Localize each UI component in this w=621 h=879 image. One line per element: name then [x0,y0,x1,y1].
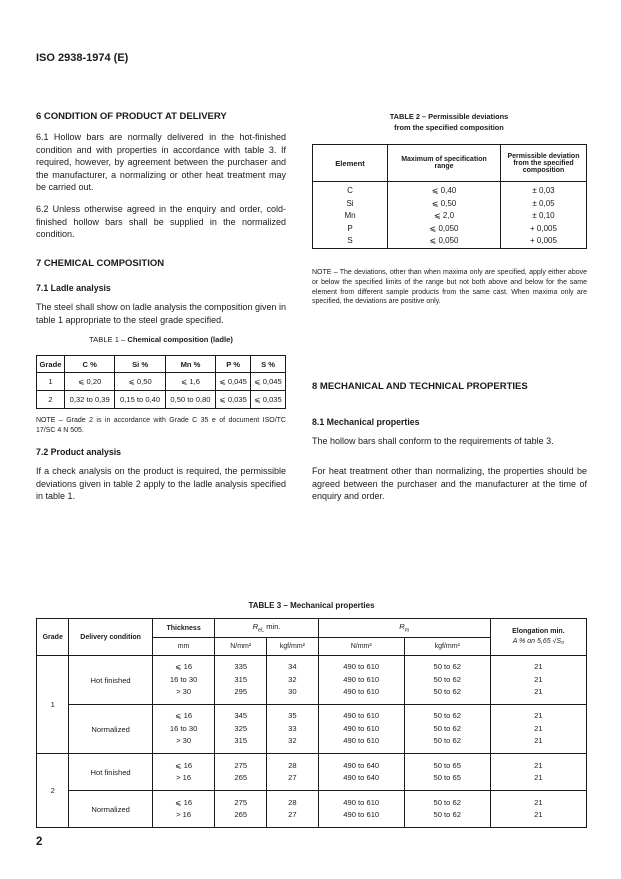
table3-header-rel [215,619,318,638]
table-cell: ⩽ 0,40 [431,186,457,195]
table-cell: 28 [288,797,297,807]
table-row [37,791,587,828]
rel-n-col [215,791,267,828]
table1-caption: TABLE 1 – Chemical composition (ladle) [89,335,233,344]
unit-nmm: N/mm² [318,638,404,656]
table-cell: 50 to 62 [433,674,461,684]
table-cell: ⩽ 16 [175,797,193,807]
table-cell: 21 [534,810,543,819]
table-cell: 490 to 610 [343,687,380,697]
thickness-col [152,656,215,705]
grade-cell: 1 [37,656,69,754]
table2-caption: TABLE 2 – Permissible deviations from the specified composition [389,112,509,132]
table-cell: ⩽ 1,6 [165,373,215,391]
rm-n-col [318,754,404,791]
section-7-title: 7 CHEMICAL COMPOSITION [36,258,165,269]
rel-k-col [267,791,319,828]
table1-header: Si % [115,356,165,373]
table-cell: 30 [288,687,297,697]
table-cell: 275 [234,797,248,807]
table-cell: 21 [534,797,543,807]
table2-note: NOTE – The deviations, other than when maxima only are specified, apply either above or below the specified limits of the range but not both above and below for the same element from different sample products from the same cast. When maxima only are specified, the deviations are positive only. [312,269,587,306]
table-cell: 21 [534,687,543,697]
section-7-1-title: 7.1 Ladle analysis [36,283,111,293]
table-cell: 490 to 610 [343,736,380,746]
table-cell: 21 [534,662,543,672]
table-cell: 21 [534,674,543,684]
table-cell: 490 to 610 [343,711,380,721]
table2-header: Permissible deviation from the specified composition [501,145,587,182]
table3-header-rm [318,619,490,638]
table-cell: 275 [234,760,248,770]
table1-header-row [37,356,286,373]
table2-element-col [313,182,388,249]
table-cell: + 0,005 [530,223,557,233]
table-cell: 50 to 62 [433,736,461,746]
table-cell: 0,15 to 0,40 [115,391,165,409]
table-cell: 0,50 to 0,80 [165,391,215,409]
table-row [37,656,587,705]
table-cell: 325 [234,723,248,733]
rel-n-col [215,754,267,791]
table-cell: > 16 [176,773,192,782]
table-cell: 32 [288,674,297,684]
rel-n-col [215,705,267,754]
table-cell: 295 [234,687,248,697]
unit-nmm: N/mm² [215,638,267,656]
table-cell: 490 to 640 [343,760,380,770]
condition-cell: Normalized [69,705,152,754]
elong-col [490,791,586,828]
table-cell: ⩽ 0,045 [216,373,251,391]
rel-k-col [267,754,319,791]
table-cell: 315 [234,736,248,746]
unit-mm: mm [152,638,215,656]
table-cell: 490 to 610 [343,723,380,733]
table-cell: ⩽ 0,035 [216,391,251,409]
table-cell: 21 [534,760,543,770]
thickness-col [152,791,215,828]
table-cell: S [347,236,353,245]
table-row [37,754,587,791]
table-cell: 0,32 to 0,39 [65,391,115,409]
table2-header: Maximum of specification range [388,145,501,182]
thickness-col [152,705,215,754]
rel-symbol: R [252,622,259,632]
rm-symbol: R [399,622,405,632]
section-8-2-text: For heat treatment other than normalizing, the properties should be agreed between the purchaser and the manufacturer at the time of enquiry and order. [312,466,587,502]
table-cell: C [347,186,353,195]
table-row [37,373,286,391]
table2-header-row [313,145,587,182]
section-6-1-text: 6.1 Hollow bars are normally delivered in the hot-finished condition and with properties in accordance with table 3. If required, however, by agreement between the purchaser and the manufacturer, a normalizing or other heat treatment may be carried out. [36,132,286,193]
table-cell: 50 to 62 [433,810,461,819]
table-cell: > 16 [176,810,192,819]
table-cell: 21 [534,773,543,782]
rm-subscript: m [404,627,410,634]
table-cell: 335 [234,662,248,672]
table-cell: 32 [288,736,297,746]
rel-k-col [267,656,319,705]
table-cell: 490 to 610 [343,797,380,807]
table3-header-row [37,619,587,638]
table3-header-delivery: Delivery condition [69,619,152,656]
table3-header-thickness: Thickness [152,619,215,638]
table-cell: 490 to 610 [343,674,380,684]
section-8-title: 8 MECHANICAL AND TECHNICAL PROPERTIES [312,381,528,392]
table-cell: ± 0,10 [532,211,555,220]
condition-cell: Hot finished [69,656,152,705]
table1-chemical-composition [36,355,286,409]
elong-col [490,705,586,754]
table1-header: C % [65,356,115,373]
table-cell: ± 0,03 [532,186,555,195]
table-cell: 50 to 62 [433,687,461,697]
rm-k-col [404,791,490,828]
table-cell: 50 to 65 [433,773,461,782]
table-cell: 490 to 640 [343,773,380,782]
table-cell: 2 [37,391,65,409]
table-cell: 21 [534,723,543,733]
table2-permissible-deviations [312,144,587,249]
table3-header-elongation: Elongation min. A % on 5,65 √S₀ [490,619,586,656]
table-cell: ⩽ 0,050 [429,236,459,245]
table2-header: Element [313,145,388,182]
rm-n-col [318,656,404,705]
rm-k-col [404,754,490,791]
rm-n-col [318,791,404,828]
table1-header: Grade [37,356,65,373]
table-cell: 28 [288,760,297,770]
table1-header: Mn % [165,356,215,373]
section-6-title: 6 CONDITION OF PRODUCT AT DELIVERY [36,111,227,122]
table2-deviation-col [501,182,587,249]
table-row [37,391,286,409]
table-cell: > 30 [176,736,192,746]
table-cell: 35 [288,711,297,721]
document-header: ISO 2938-1974 (E) [36,52,129,64]
table-cell: + 0,005 [530,236,557,245]
rel-k-col [267,705,319,754]
table-cell: 265 [234,810,248,819]
grade-cell: 2 [37,754,69,828]
page-number: 2 [36,836,43,848]
section-7-1-text: The steel shall show on ladle analysis the composition given in table 1 appropriate to the steel grade specified. [36,302,286,325]
table-cell: 50 to 62 [433,797,461,807]
condition-cell: Hot finished [69,754,152,791]
table-cell: ⩽ 0,50 [431,198,457,208]
section-6-2-text: 6.2 Unless otherwise agreed in the enquiry and order, cold-finished hollow bars shall be supplied in the normalized condition. [36,204,286,240]
table-cell: 490 to 610 [343,810,380,819]
table-cell: 34 [288,662,297,672]
table3-caption: TABLE 3 – Mechanical properties [248,601,375,610]
table-cell: 50 to 65 [433,760,461,770]
table3-header-grade: Grade [37,619,69,656]
section-7-2-text: If a check analysis on the product is required, the permissible deviations given in table 2 apply to the ladle analysis specified in table 1. [36,466,286,502]
table-cell: 490 to 610 [343,662,380,672]
table1-header: P % [216,356,251,373]
table-cell: ⩽ 0,045 [251,373,286,391]
table-cell: 16 to 30 [169,723,198,733]
table-cell: ⩽ 0,035 [251,391,286,409]
table-cell: 21 [534,736,543,746]
table-cell: 16 to 30 [169,674,198,684]
table-cell: 315 [234,674,248,684]
rm-n-col [318,705,404,754]
table-cell: 50 to 62 [433,662,461,672]
table-row [37,705,587,754]
condition-cell: Normalized [69,791,152,828]
table-cell: ± 0,05 [532,198,555,208]
unit-kgf: kgf/mm² [267,638,319,656]
table-cell: 50 to 62 [433,711,461,721]
table-cell: P [347,223,353,233]
table-cell: 1 [37,373,65,391]
table-cell: 33 [288,723,297,733]
rel-n-col [215,656,267,705]
table-cell: 345 [234,711,248,721]
table-cell: ⩽ 16 [175,760,193,770]
table-cell: ⩽ 16 [175,662,193,672]
table-cell: 50 to 62 [433,723,461,733]
rel-subscript: eL [258,627,265,634]
table-row [313,182,587,249]
table2-max-col [388,182,501,249]
table-cell: ⩽ 0,20 [65,373,115,391]
table1-note: NOTE – Grade 2 is in accordance with Grade C 35 e of document ISO/TC 17/SC 4 N 505. [36,417,286,434]
thickness-col [152,754,215,791]
table-cell: ⩽ 0,050 [429,223,459,233]
unit-kgf: kgf/mm² [404,638,490,656]
table-cell: ⩽ 0,50 [115,373,165,391]
rm-k-col [404,705,490,754]
elong-col [490,754,586,791]
elong-col [490,656,586,705]
rm-k-col [404,656,490,705]
table-cell: 21 [534,711,543,721]
rel-suffix: min. [264,622,281,632]
section-8-1-text: The hollow bars shall conform to the requirements of table 3. [312,436,554,446]
section-7-2-title: 7.2 Product analysis [36,447,122,457]
table-cell: ⩽ 16 [175,711,193,721]
table-cell: 27 [288,810,297,819]
table-cell: > 30 [176,687,192,697]
section-8-1-title: 8.1 Mechanical properties [312,417,420,427]
table-cell: ⩽ 2,0 [433,211,455,220]
table-cell: 27 [288,773,297,782]
table1-header: S % [251,356,286,373]
table-cell: Mn [344,211,356,220]
table-cell: 265 [234,773,248,782]
table-cell: Si [346,198,354,208]
table3-mechanical-properties [36,618,587,828]
